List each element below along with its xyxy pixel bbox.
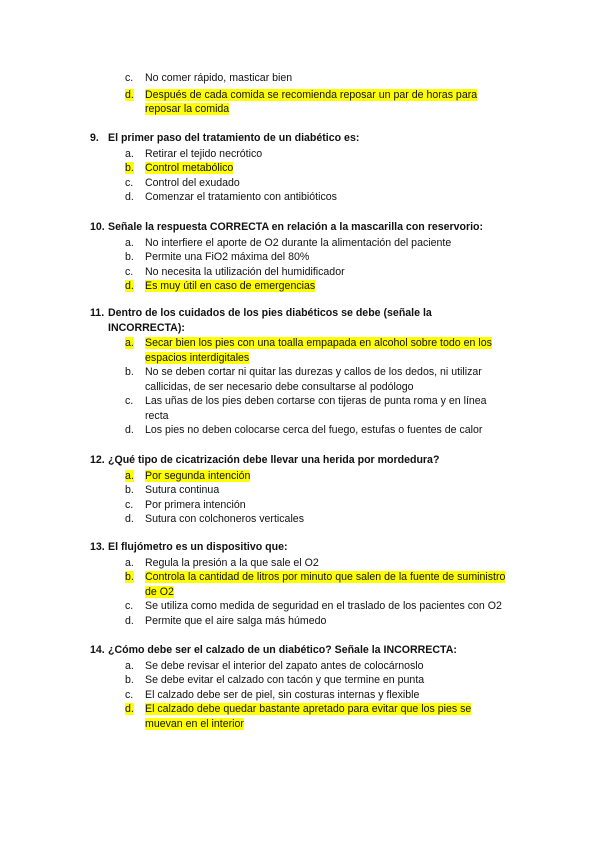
option-c xyxy=(125,498,510,513)
option-a xyxy=(125,469,510,484)
option-letter: d. xyxy=(125,88,134,101)
option-text: No interfiere el aporte de O2 durante la alimentación del paciente xyxy=(145,236,452,249)
option-text: Permite una FiO2 máxima del 80% xyxy=(145,251,310,263)
option-letter: a. xyxy=(125,236,134,249)
option-c xyxy=(125,688,510,703)
question-text: ¿Qué tipo de cicatrización debe llevar una herida por mordedura? xyxy=(108,454,440,466)
option-letter: d. xyxy=(125,191,134,203)
option-letter: a. xyxy=(125,337,134,349)
question-text: El primer paso del tratamiento de un diabético es: xyxy=(108,132,360,144)
option-text: Por primera intención xyxy=(145,498,246,511)
option-text: Control del exudado xyxy=(145,176,240,189)
option-d xyxy=(125,279,510,294)
option-letter: b. xyxy=(125,674,134,686)
option-text: Regula la presión a la que sale el O2 xyxy=(145,556,319,569)
option-text: No comer rápido, masticar bien xyxy=(145,72,293,84)
option-letter: c. xyxy=(125,498,134,511)
option-letter: b. xyxy=(125,251,134,263)
question-title xyxy=(90,131,510,146)
option-letter: a. xyxy=(125,469,134,482)
option-text: Controla la cantidad de litros por minuto que salen de la fuente de suministro de O2 xyxy=(145,571,506,598)
option-text: No se deben cortar ni quitar las durezas y callos de los dedos, ni utilizar callicidas, de ser necesario debe consultarse al podólogo xyxy=(145,366,482,393)
question-text: Señale la respuesta CORRECTA en relación a la mascarilla con reservorio: xyxy=(108,221,484,233)
intro-option-c xyxy=(125,71,510,86)
question-title xyxy=(90,306,510,335)
option-letter: b. xyxy=(125,571,134,583)
option-letter: a. xyxy=(125,659,134,672)
question-title xyxy=(90,220,510,235)
option-text: Retirar el tejido necrótico xyxy=(145,147,263,160)
option-c xyxy=(125,599,510,614)
option-d xyxy=(125,614,510,629)
option-letter: b. xyxy=(125,162,134,174)
intro-option-d xyxy=(125,88,510,117)
question-title xyxy=(90,643,510,658)
option-letter: d. xyxy=(125,424,134,436)
option-text: Los pies no deben colocarse cerca del fuego, estufas o fuentes de calor xyxy=(145,424,483,436)
question-13 xyxy=(0,540,600,628)
question-text: El flujómetro es un dispositivo que: xyxy=(108,541,288,553)
option-letter: c. xyxy=(125,265,134,278)
option-text: Las uñas de los pies deben cortarse con tijeras de punta roma y en línea recta xyxy=(145,395,487,422)
option-b xyxy=(125,483,510,498)
option-letter: d. xyxy=(125,280,134,292)
option-text: Es muy útil en caso de emergencias xyxy=(145,280,316,292)
option-text: Permite que el aire salga más húmedo xyxy=(145,614,327,627)
option-b xyxy=(125,673,510,688)
option-letter: b. xyxy=(125,366,134,378)
option-letter: d. xyxy=(125,614,134,627)
option-letter: c. xyxy=(125,72,134,84)
option-text: Se debe evitar el calzado con tacón y que termine en punta xyxy=(145,674,425,686)
option-letter: d. xyxy=(125,703,134,715)
question-text: ¿Cómo debe ser el calzado de un diabético? Señale la INCORRECTA: xyxy=(108,644,457,656)
option-letter: b. xyxy=(125,484,134,496)
option-text: El calzado debe ser de piel, sin costuras internas y flexible xyxy=(145,688,420,701)
question-number: 10. xyxy=(90,221,105,233)
question-number: 11. xyxy=(90,307,105,319)
option-b xyxy=(125,250,510,265)
option-d xyxy=(125,512,510,527)
option-letter: c. xyxy=(125,176,134,189)
option-letter: a. xyxy=(125,147,134,160)
option-text: Comenzar el tratamiento con antibióticos xyxy=(145,191,337,203)
option-d xyxy=(125,702,510,731)
option-letter: c. xyxy=(125,395,134,407)
option-b xyxy=(125,570,510,599)
option-c xyxy=(125,176,510,191)
option-text: Después de cada comida se recomienda reposar un par de horas para reposar la comida xyxy=(145,88,478,115)
question-9 xyxy=(0,131,600,205)
option-text: Secar bien los pies con una toalla empapada en alcohol sobre todo en los espacios interdigitales xyxy=(145,337,492,364)
option-d xyxy=(125,190,510,205)
option-a xyxy=(125,336,510,365)
option-b xyxy=(125,365,510,394)
option-text: El calzado debe quedar bastante apretado para evitar que los pies se muevan en el interior xyxy=(145,703,472,730)
option-a xyxy=(125,147,510,162)
option-text: Se debe revisar el interior del zapato antes de colocárnoslo xyxy=(145,659,424,672)
question-10 xyxy=(0,220,600,294)
question-number: 14. xyxy=(90,644,105,656)
option-c xyxy=(125,265,510,280)
option-a xyxy=(125,236,510,251)
intro-options xyxy=(0,71,600,117)
option-letter: c. xyxy=(125,600,134,612)
option-b xyxy=(125,161,510,176)
option-text: Sutura continua xyxy=(145,484,220,496)
option-text: Se utiliza como medida de seguridad en el traslado de los pacientes con O2 xyxy=(145,600,502,612)
option-letter: a. xyxy=(125,556,134,569)
question-14 xyxy=(0,643,600,731)
option-text: Por segunda intención xyxy=(145,469,251,482)
question-number: 9. xyxy=(90,132,99,144)
question-12 xyxy=(0,453,600,527)
option-c xyxy=(125,394,510,423)
question-number: 13. xyxy=(90,541,105,553)
option-d xyxy=(125,423,510,438)
option-text: Sutura con colchoneros verticales xyxy=(145,513,304,525)
option-letter: c. xyxy=(125,688,134,701)
question-title xyxy=(90,540,510,555)
option-a xyxy=(125,659,510,674)
question-11 xyxy=(0,306,600,438)
option-letter: d. xyxy=(125,513,134,525)
question-text: Dentro de los cuidados de los pies diabéticos se debe (señale la INCORRECTA): xyxy=(108,307,432,334)
option-text: No necesita la utilización del humidificador xyxy=(145,265,345,278)
question-number: 12. xyxy=(90,454,105,466)
option-a xyxy=(125,556,510,571)
question-title xyxy=(90,453,510,468)
option-text: Control metabólico xyxy=(145,162,234,174)
